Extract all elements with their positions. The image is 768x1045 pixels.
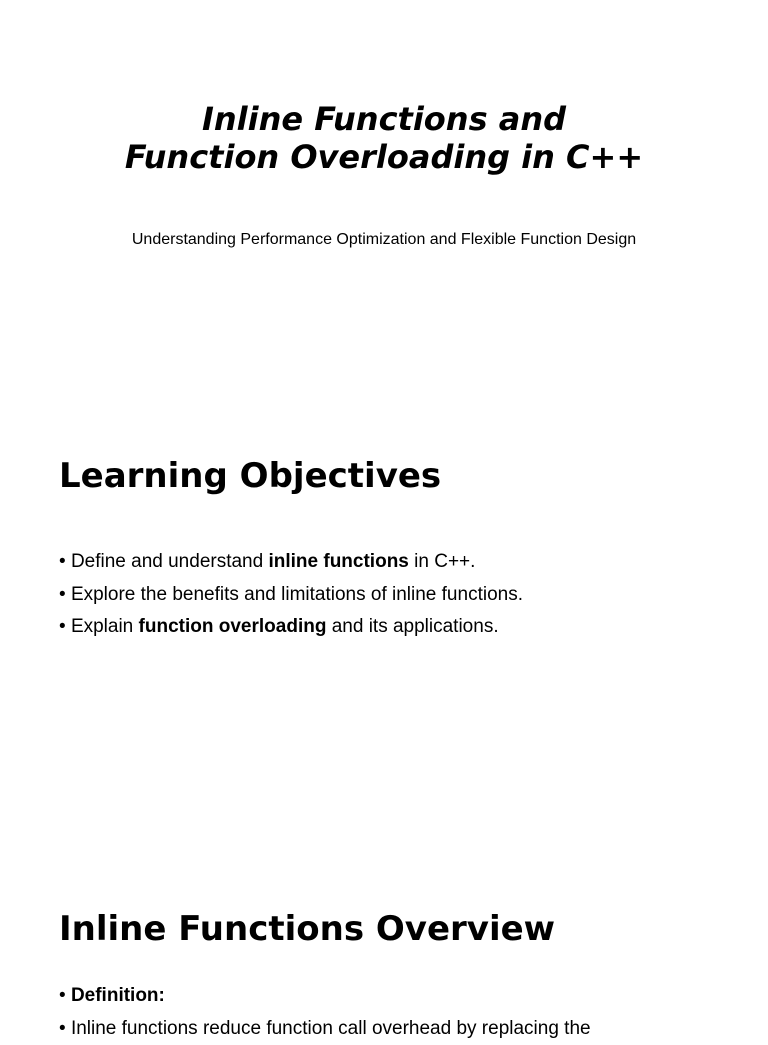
presentation-title bbox=[0, 100, 768, 176]
overview-item bbox=[59, 1013, 591, 1045]
inline-functions-overview-heading: Inline Functions Overview bbox=[59, 909, 555, 949]
overview-text: Inline functions reduce function call overhead by replacing the bbox=[71, 1018, 591, 1039]
overview-item bbox=[59, 980, 591, 1013]
objective-text: Explain bbox=[71, 616, 139, 637]
objective-item bbox=[59, 579, 523, 612]
objective-text: and its applications. bbox=[326, 616, 498, 637]
objective-item bbox=[59, 546, 523, 579]
objective-item bbox=[59, 611, 523, 644]
objective-emphasis: function overloading bbox=[139, 616, 327, 637]
title-line-2: Function Overloading in C++ bbox=[0, 138, 768, 176]
objective-text: in C++. bbox=[409, 551, 476, 572]
objective-text: Define and understand bbox=[71, 551, 269, 572]
overview-list bbox=[59, 980, 591, 1045]
title-line-1: Inline Functions and bbox=[0, 100, 768, 138]
objective-emphasis: inline functions bbox=[268, 551, 408, 572]
objective-text: Explore the benefits and limitations of inline functions. bbox=[71, 584, 523, 605]
presentation-subtitle: Understanding Performance Optimization and Flexible Function Design bbox=[0, 229, 768, 251]
learning-objectives-list bbox=[59, 546, 523, 644]
learning-objectives-heading: Learning Objectives bbox=[59, 456, 441, 496]
overview-emphasis: Definition: bbox=[71, 985, 165, 1006]
